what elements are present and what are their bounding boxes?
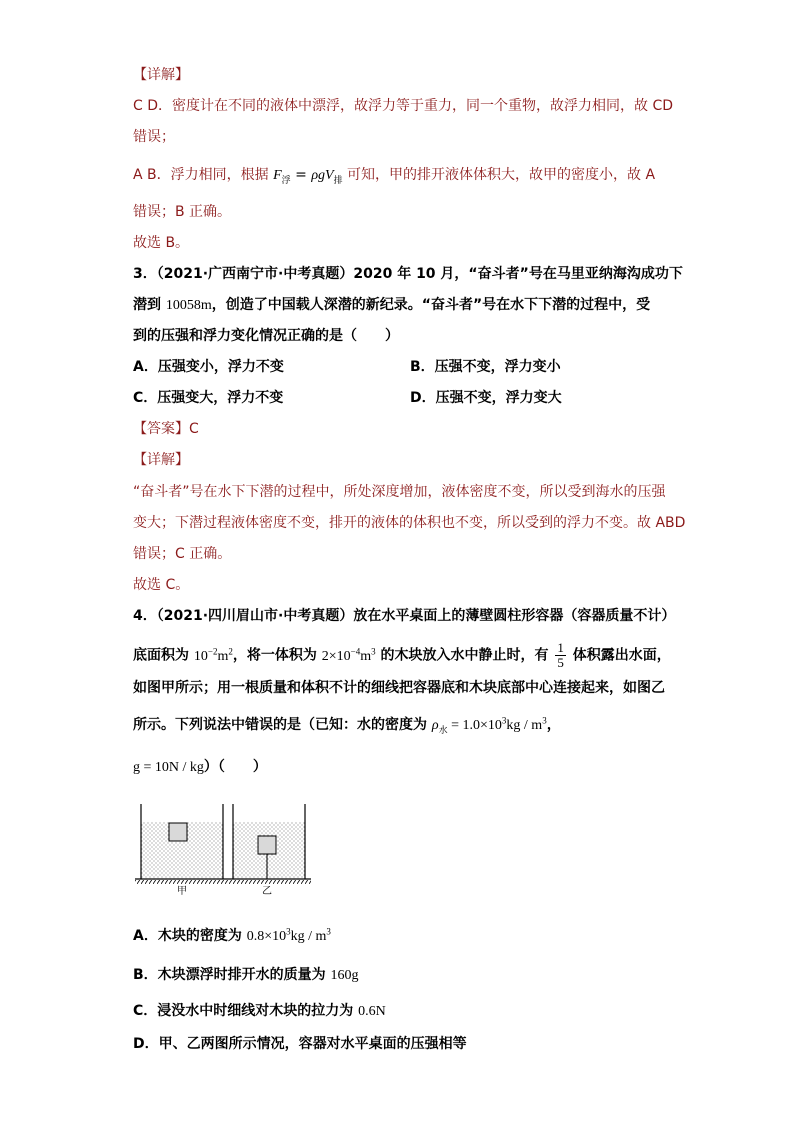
q3-number: 3． [133, 266, 157, 282]
q3-option-c-text: 压强变大，浮力不变 [157, 390, 284, 406]
q4-density-unit-exp: 3 [542, 715, 547, 726]
q4-option-b-key: B． [133, 967, 158, 983]
q3-conclusion: 故选 C。 [133, 577, 190, 593]
q4-volume-base: 2×10 [321, 648, 351, 664]
q3-stem-line-1 [133, 265, 683, 283]
q4-volume-value [321, 645, 376, 664]
q4-option-d-key: D． [133, 1036, 159, 1052]
q3-depth-value: 10058m [165, 298, 212, 313]
q4-fraction [555, 641, 566, 670]
detail-label: 【详解】 [133, 67, 189, 83]
figure-label-yi: 乙 [262, 886, 272, 896]
detail-ab-text-b: 可知，甲的排开液体体积大，故甲的密度小，故 A [342, 167, 656, 183]
q4-option-c-value: 0.6N [358, 1004, 386, 1019]
q3-option-a-text: 压强变小，浮力不变 [157, 359, 284, 375]
q4-option-b-text: 木块漂浮时排开水的质量为 [157, 967, 331, 983]
q4-number: 4． [133, 608, 157, 624]
q3-option-d-text: 压强不变，浮力变大 [435, 390, 562, 406]
q4-option-b [133, 966, 359, 985]
detail-conclusion: 故选 B。 [133, 235, 190, 251]
q4-option-a-text: 木块的密度为 [157, 928, 247, 944]
q3-option-c-key: C． [133, 390, 158, 406]
q3-option-d [410, 389, 562, 407]
table-hatch [135, 880, 311, 884]
q4-stem-line-4 [133, 716, 561, 735]
q4-area-value [193, 645, 233, 664]
q4-text-volume-label: ，将一体积为 [232, 647, 322, 664]
q3-detail-line-2: 变大；下潜过程液体密度不变，排开的液体的体积也不变，所以受到的浮力不变。故 ABD [133, 515, 686, 531]
q4-volume-exp: −4 [350, 645, 361, 656]
detail-cd-line-1: C D．密度计在不同的液体中漂浮，故浮力等于重力，同一个重物，故浮力相同，故 CD [133, 98, 674, 114]
q4-stem-line-2 [133, 641, 671, 670]
q4-option-d-text: 甲、乙两图所示情况，容器对水平桌面的压强相等 [158, 1036, 467, 1052]
v-subscript: 排 [333, 174, 343, 185]
q3-stem-line-3: 到的压强和浮力变化情况正确的是（ ） [133, 328, 399, 344]
q4-option-a-exp: 3 [286, 926, 291, 937]
container-figure [133, 800, 313, 896]
wood-block-submerged [258, 836, 276, 854]
q4-density-unit: kg / m [506, 718, 543, 733]
buoyancy-subscript: 浮 [281, 174, 291, 185]
q4-volume-unit-exp: 3 [371, 645, 376, 656]
q4-volume-unit: m [360, 648, 372, 664]
buoyancy-symbol: F [273, 168, 282, 183]
q4-option-c-text: 浸没水中时细线对木块的拉力为 [157, 1003, 359, 1019]
q4-option-c-key: C． [133, 1003, 158, 1019]
q4-density-exp: 3 [501, 715, 507, 726]
q3-option-d-key: D． [410, 390, 436, 406]
q3-stem-line-2 [133, 296, 650, 315]
q3-option-b-text: 压强不变，浮力变小 [434, 359, 561, 375]
q4-text-paren: ）（ ） [203, 759, 267, 775]
q4-water-density [431, 715, 547, 735]
q3-answer: 【答案】C [133, 421, 199, 437]
q4-option-c [133, 1002, 386, 1021]
q4-stem-line-5 [133, 758, 267, 777]
q4-density-value: = 1.0×10 [447, 718, 502, 733]
detail-cd-line-2: 错误； [133, 129, 175, 145]
q4-text-exposed: 体积露出水面， [567, 647, 671, 664]
q3-stem-text-2b: ，创造了中国载人深潜的新纪录。“奋斗者”号在水下下潜的过程中，受 [211, 297, 651, 313]
container-jia [141, 804, 223, 879]
q4-stem-line-1 [133, 607, 675, 625]
q3-stem-text-2a: 潜到 [133, 297, 166, 313]
q4-option-a-unit-exp: 3 [326, 926, 331, 937]
detail-ab-text-a: A B．浮力相同，根据 [133, 167, 274, 183]
q3-detail-line-3: 错误；C 正确。 [133, 546, 232, 562]
detail-ab-line-1 [133, 166, 655, 185]
q3-option-a [133, 358, 284, 376]
q4-option-a-base: 0.8×10 [246, 929, 287, 944]
container-yi [233, 804, 305, 879]
q4-text-static: 的木块放入水中静止时，有 [375, 647, 554, 664]
q4-stem-text-1: （2021·四川眉山市·中考真题）放在水平桌面上的薄壁圆柱形容器（容器质量不计） [156, 608, 676, 624]
q4-area-unit: m [217, 648, 229, 664]
wood-block-floating [169, 823, 187, 841]
q4-fraction-denominator: 5 [557, 655, 564, 670]
q4-area-base: 10 [193, 648, 208, 664]
q4-text-density-label: 所示。下列说法中错误的是（已知：水的密度为 [133, 717, 432, 733]
q4-text-comma: ， [546, 717, 561, 733]
rho-subscript: 水 [438, 724, 448, 735]
q4-option-b-value: 160g [330, 968, 359, 983]
q4-stem-line-3: 如图甲所示；用一根质量和体积不计的细线把容器底和木块底部中心连接起来，如图乙 [133, 680, 665, 696]
q3-option-a-key: A． [133, 359, 158, 375]
q4-fraction-numerator: 1 [557, 640, 564, 655]
q3-option-b [410, 358, 561, 376]
q3-detail-label: 【详解】 [133, 452, 189, 468]
q3-option-c [133, 389, 283, 407]
figure-label-jia: 甲 [177, 886, 187, 896]
detail-ab-line-2: 错误；B 正确。 [133, 204, 232, 220]
q4-area-exp: −2 [207, 645, 218, 656]
q4-text-area-label: 底面积为 [133, 647, 194, 664]
q4-area-unit-exp: 2 [228, 645, 233, 656]
q4-option-a-value [246, 926, 331, 944]
q4-option-a [133, 927, 331, 946]
q4-option-d [133, 1035, 467, 1053]
q3-detail-line-1: “奋斗者”号在水下下潜的过程中，所处深度增加，液体密度不变，所以受到海水的压强 [133, 484, 666, 500]
rho-symbol: ρ [431, 718, 439, 733]
q4-gravity-value: g = 10N / kg [133, 760, 204, 775]
rho-g-v-symbol: ρgV [311, 168, 334, 183]
q4-option-a-key: A． [133, 928, 158, 944]
equals-sign: = [290, 167, 312, 183]
q4-option-a-unit: kg / m [290, 929, 327, 944]
q3-stem-text-1: （2021·广西南宁市·中考真题）2020 年 10 月，“奋斗者”号在马里亚纳海沟成功下 [156, 266, 683, 282]
q3-option-b-key: B． [410, 359, 435, 375]
